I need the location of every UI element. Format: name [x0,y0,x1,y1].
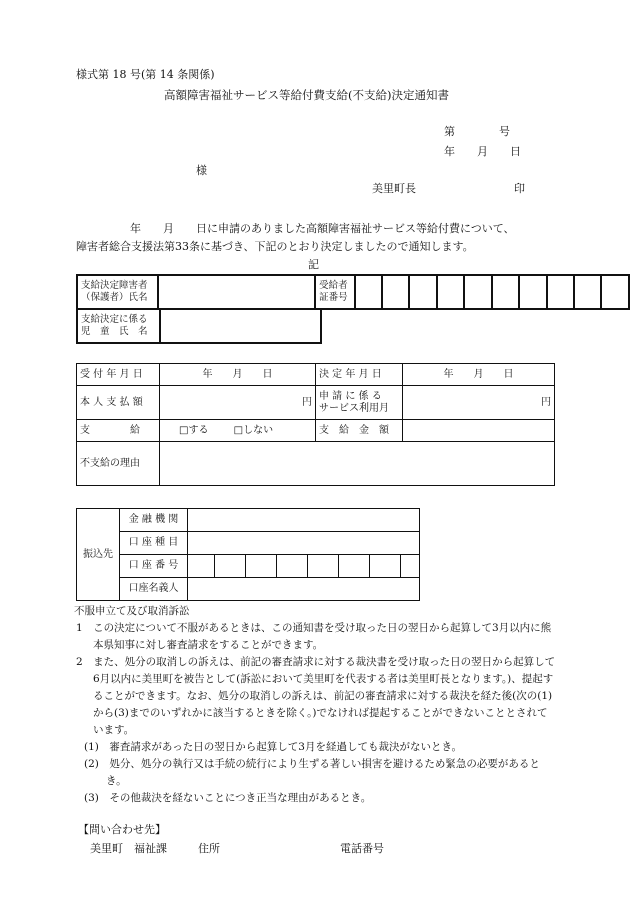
account-type-field[interactable] [188,532,420,555]
account-type-label: 口 座 種 目 [120,532,188,555]
account-holder-label: 口座名義人 [120,578,188,601]
decision-date-field[interactable]: 年 月 日 [403,364,555,386]
account-digit[interactable] [308,555,339,578]
pay-no-checkbox[interactable]: □しない [233,424,274,436]
decision-table [76,363,555,486]
note-2: 2 また、処分の取消しの訴えは、前記の審査請求に対する裁決書を受け取った日の翌日から起算して6月以内に美里町を被告として(訴訟において美里町を代表する者は美里町長となります。)、提起することができます。なお、処分の取消しの訴えは、前記の審査請求に対する裁決を経た後(次の(1)から(3)までのいずれかに該当するときを除く。)でなければ提起することができないこととされています。 [76,656,556,736]
cert-digit[interactable] [519,275,546,309]
pay-yes-checkbox[interactable]: □する [179,424,209,436]
self-pay-label: 本 人 支 払 額 [77,386,160,420]
body-line-1: 年 月 日に申請のありました高額障害福祉サービス等給付費について、 [130,222,515,235]
payment-amount-label: 支 給 金 額 [316,420,403,442]
sub-note-1: (1) 審査請求があった日の翌日から起算して3月を経過しても裁決がないとき。 [84,741,463,753]
cert-digit[interactable] [464,275,491,309]
account-number-label: 口 座 番 号 [120,555,188,578]
child-table [76,308,322,344]
decision-date-label: 決 定 年 月 日 [316,364,403,386]
account-digit[interactable] [339,555,370,578]
cert-digit[interactable] [437,275,464,309]
notes-heading: 不服申立て及び取消訴訟 [74,605,190,617]
contact-heading: 【問い合わせ先】 [78,823,166,836]
payment-options[interactable] [160,420,316,442]
bank-label: 金 融 機 関 [120,509,188,532]
service-month-field[interactable]: 円 [403,386,555,420]
bank-field[interactable] [188,509,420,532]
account-digit[interactable] [370,555,401,578]
cert-digit[interactable] [547,275,574,309]
cert-digit[interactable] [382,275,409,309]
child-name-field[interactable] [160,309,321,343]
contact-phone-label: 電話番号 [340,842,384,855]
account-digit[interactable] [246,555,277,578]
seal-mark: 印 [514,182,525,195]
document-title: 高額障害福祉サービス等給付費支給(不支給)決定通知書 [164,88,449,102]
note-1: 1 この決定について不服があるときは、この通知書を受け取った日の翌日から起算して3月以内に熊本県知事に対し審査請求をすることができます。 [76,622,552,651]
account-digit[interactable] [277,555,308,578]
cert-digit[interactable] [601,275,629,309]
document-number: 第 号 [444,125,510,138]
payment-amount-field[interactable] [403,420,555,442]
account-holder-field[interactable] [188,578,420,601]
payment-label: 支 給 [77,420,160,442]
body-line-2: 障害者総合支援法第33条に基づき、下記のとおり決定しましたので通知します。 [76,240,474,253]
non-payment-reason-label: 不支給の理由 [77,442,160,486]
recipient-name-field[interactable] [158,275,315,309]
transfer-label: 振込先 [77,509,120,601]
sub-note-3: (3) その他裁決を経ないことにつき正当な理由があるとき。 [84,792,372,804]
child-name-label: 支給決定に係る 児 童 氏 名 [77,309,160,343]
addressee-suffix: 様 [196,164,207,177]
service-month-label: 申 請 に 係 る サービス利用月 [316,386,403,420]
cert-digit[interactable] [409,275,436,309]
non-payment-reason-field[interactable] [160,442,555,486]
transfer-table [76,508,420,601]
account-digit[interactable] [215,555,246,578]
cert-number-label: 受給者 証番号 [315,275,354,309]
receipt-date-label: 受 付 年 月 日 [77,364,160,386]
ki-label: 記 [308,258,319,271]
account-digit[interactable] [401,555,420,578]
recipient-table [76,274,630,310]
appeal-notes [76,603,556,807]
recipient-name-label: 支給決定障害者 （保護者）氏名 [77,275,158,309]
account-digit[interactable] [188,555,215,578]
issue-date: 年 月 日 [444,145,521,158]
sub-note-2: (2) 処分、処分の執行又は手続の続行により生ずる著しい損害を避けるため緊急の必要があるとき。 [84,758,540,787]
self-pay-field[interactable]: 円 [160,386,316,420]
cert-digit[interactable] [492,275,519,309]
receipt-date-field[interactable]: 年 月 日 [160,364,316,386]
cert-digit[interactable] [574,275,601,309]
issuer-name: 美里町長 [372,182,416,195]
cert-digit[interactable] [355,275,382,309]
form-number: 様式第 18 号(第 14 条関係) [76,68,215,81]
contact-address-label: 住所 [198,842,220,855]
contact-department: 美里町 福祉課 [90,842,167,855]
